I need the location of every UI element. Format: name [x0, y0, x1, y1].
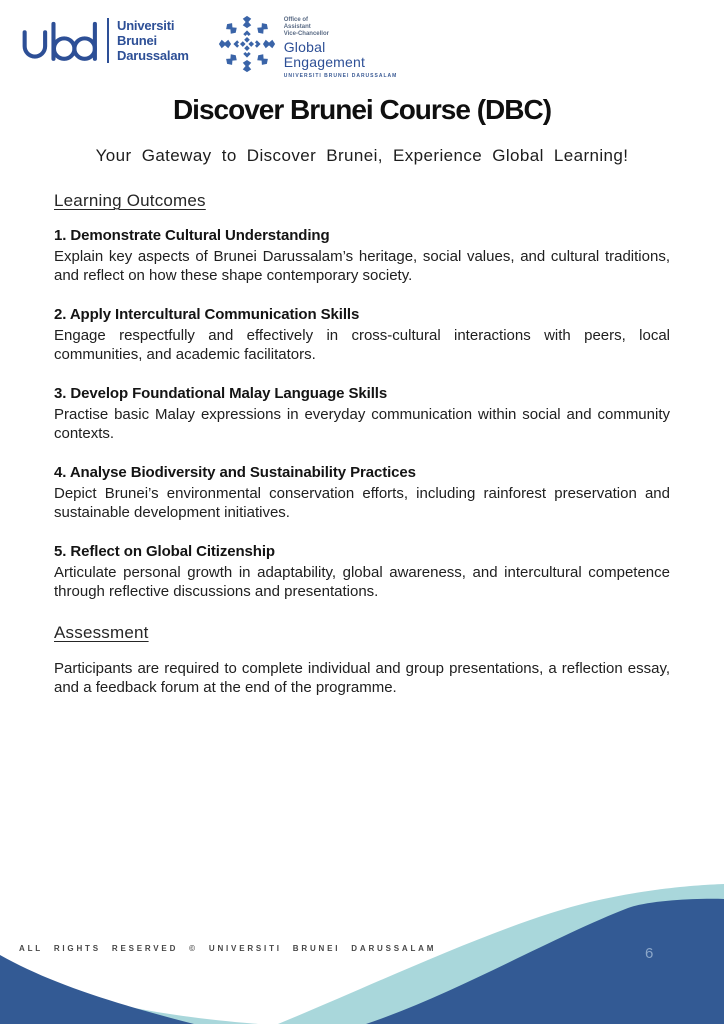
- ubd-logo-text: [107, 18, 189, 63]
- page-title: Discover Brunei Course (DBC): [172, 94, 552, 125]
- ubd-logo: [20, 14, 189, 67]
- ubd-logo-line: Universiti: [117, 18, 175, 33]
- office-line: Vice-Chancellor: [283, 31, 329, 37]
- ubd-logo-icon: [20, 20, 100, 67]
- learning-outcome-item: [54, 227, 670, 285]
- ubd-logo-line: Darussalam: [117, 48, 189, 63]
- header: [20, 14, 397, 79]
- learning-outcomes-heading: Learning Outcomes: [54, 191, 206, 210]
- outcome-body: Articulate personal growth in adaptability, global awareness, and intercultural competence through reflective discussions and presentations.: [54, 564, 670, 600]
- learning-outcomes-section: [54, 191, 670, 601]
- outcome-body: Explain key aspects of Brunei Darussalam’s heritage, social values, and cultural traditions, and reflect on how these shape contemporary society.: [54, 248, 670, 284]
- assessment-heading: Assessment: [54, 623, 149, 642]
- global-engagement-title: Global: [283, 39, 326, 55]
- global-engagement-text: [284, 14, 398, 79]
- outcome-body: Depict Brunei’s environmental conservation efforts, including rainforest preservation and sustainable development initiatives.: [54, 485, 670, 521]
- copyright-text: ALL RIGHTS RESERVED © UNIVERSITI BRUNEI DARUSSALAM: [19, 944, 437, 953]
- global-engagement-subline: UNIVERSITI BRUNEI DARUSSALAM: [283, 73, 398, 79]
- footer-waves-graphic: [0, 854, 724, 1024]
- outcome-title: 5. Reflect on Global Citizenship: [54, 543, 275, 560]
- assessment-section: [54, 623, 670, 697]
- ubd-logo-line: Brunei: [117, 33, 157, 48]
- learning-outcome-item: [54, 306, 670, 364]
- page-number: 6: [645, 945, 654, 962]
- learning-outcome-item: [54, 385, 670, 443]
- page-subtitle: Your Gateway to Discover Brunei, Experience Global Learning!: [95, 146, 629, 165]
- content: [54, 191, 670, 697]
- outcome-title: 4. Analyse Biodiversity and Sustainability Practices: [54, 464, 416, 481]
- office-line: Assistant: [283, 24, 311, 30]
- global-engagement-emblem-icon: [217, 14, 277, 74]
- assessment-body: Participants are required to complete individual and group presentations, a reflection essay, and a feedback forum at the end of the programme.: [54, 660, 670, 696]
- learning-outcome-item: [54, 464, 670, 522]
- outcome-body: Engage respectfully and effectively in cross-cultural interactions with peers, local communities, and academic facilitators.: [54, 327, 670, 363]
- global-engagement-title: Engagement: [283, 54, 366, 70]
- office-line: Office of: [283, 17, 309, 23]
- outcome-body: Practise basic Malay expressions in everyday communication within social and community contexts.: [54, 406, 670, 442]
- global-engagement-logo: [217, 14, 398, 79]
- outcome-title: 1. Demonstrate Cultural Understanding: [54, 227, 330, 244]
- learning-outcome-item: [54, 543, 670, 601]
- outcome-title: 3. Develop Foundational Malay Language Skills: [54, 385, 388, 402]
- outcome-title: 2. Apply Intercultural Communication Skills: [54, 306, 360, 323]
